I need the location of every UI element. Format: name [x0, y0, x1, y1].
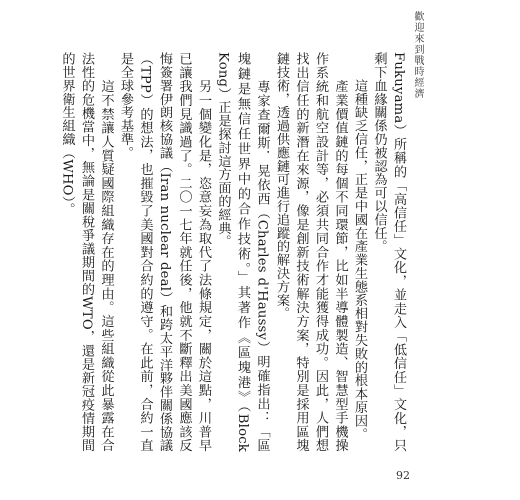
page-number: 92 — [396, 469, 410, 482]
body-text: Fukuyama）所稱的「高信任」文化，並走入「低信任」文化，只剩下血緣關係仍被認為可以信任。 這種缺乏信任，正是中國在產業生態系相對失敗的根本原因。 產業價值鏈的每個不同環節，比如半導體製造、智慧型手機操作系統和航空設計等，必須共同合作才能獲得成功。因此，人們想找出信任的新潛在來源，像是創新技術解決方案，特別是採用區塊鏈技術，透過供應鏈可進行追蹤的解決方案。 專家查爾斯．晃依西（Charles d'Haussy）明確指出：「區塊鏈是無信任世界中的合作技術。」其著作《區塊港》（Block Kong）正是探討這方面的經典。 另一個變化是，恣意妄為取代了法條規定，關於這點，川普早已讓我們見識過了。二〇一七年就任後，他就不斷釋出美國應該反悔簽署伊朗核協議（Iran nuclear deal）和跨太平洋夥伴關係協議（TPP）的想法，也摧毀了美國對合約的遵守。在此前，合約一直是全球參考基準。 這不禁讓人質疑國際組織存在的理由。這些組織從此暴露在合法性的危機當中，無論是關稅爭議期間的WTO，還是新冠疫情期間的世界衛生組織（WHO）。 — [59, 52, 406, 452]
running-header: 歡迎來到戰時經濟 — [412, 11, 423, 99]
